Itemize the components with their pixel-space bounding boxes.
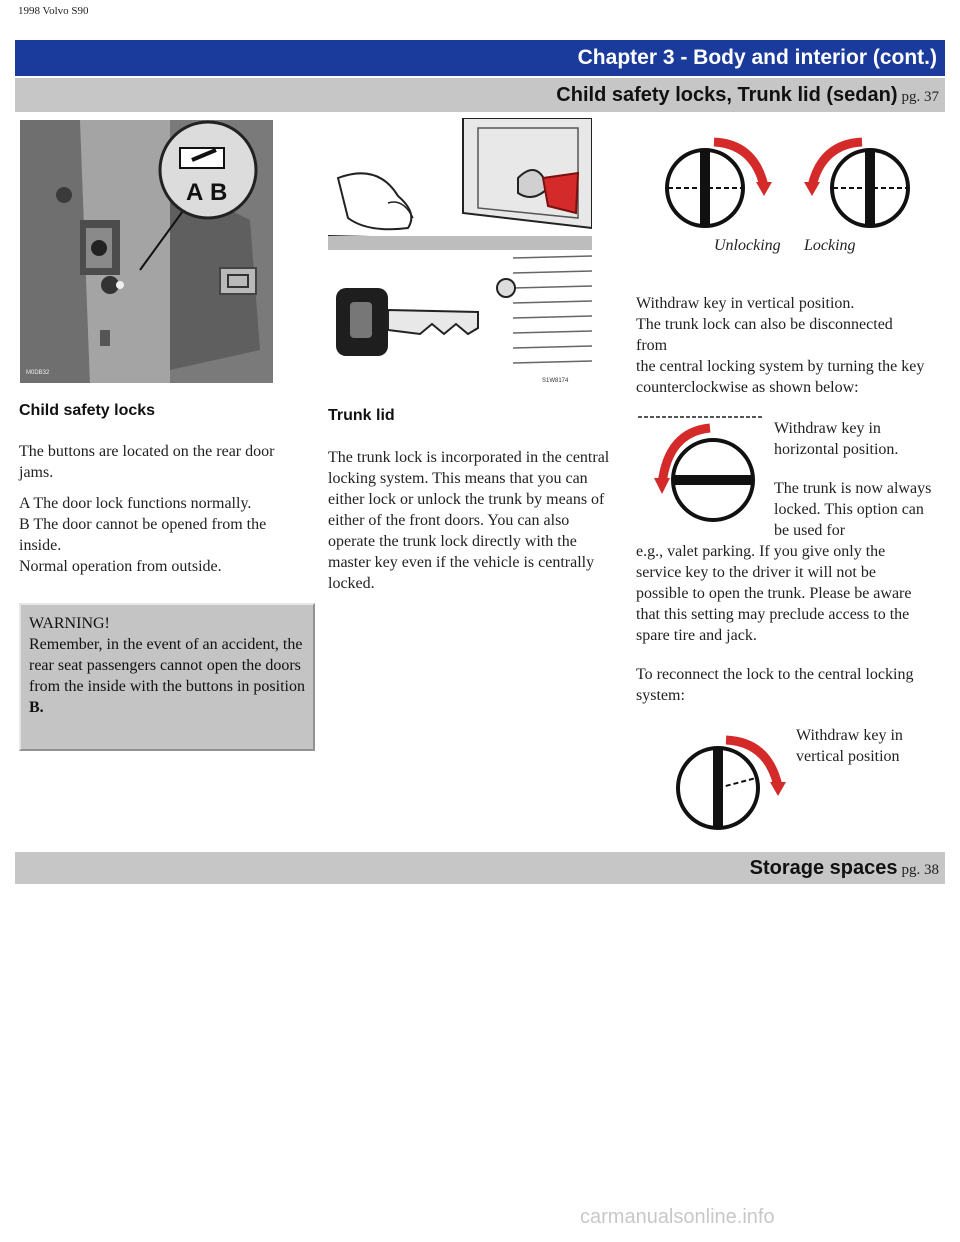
section-header[interactable]: [15, 78, 945, 112]
withdraw-instructions: [636, 293, 926, 398]
chapter-header: Chapter 3 - Body and interior (cont.): [15, 40, 945, 76]
pointer-arrow: [543, 173, 578, 213]
reconnect-text: To reconnect the lock to the central locking system:: [636, 666, 914, 704]
warning-box: [19, 603, 315, 751]
child-locks-p2c: Normal operation from outside.: [19, 558, 222, 575]
trunk-lid-illustration: [328, 118, 592, 388]
lock-unlock-diagram: [636, 124, 916, 232]
warning-title: WARNING!: [29, 615, 110, 632]
trunk-locked-text-a: The trunk is now always locked. This option can be used for: [774, 480, 932, 539]
label-b: B: [210, 179, 228, 206]
child-locks-text: [19, 441, 311, 577]
label-a: A: [186, 179, 204, 206]
disconnect-line: The trunk lock can also be disconnected: [636, 316, 893, 333]
warning-text: Remember, in the event of an accident, the rear seat passengers cannot open the doors from the inside with the buttons in position B.: [29, 636, 305, 716]
child-locks-p1: The buttons are located on the rear door jams.: [19, 443, 275, 481]
section-title: Child safety locks, Trunk lid (sedan): [556, 84, 898, 106]
trunk-figure-code: S1W8174: [542, 378, 569, 384]
next-section-title: Storage spaces: [749, 857, 898, 879]
next-section-link[interactable]: [15, 852, 945, 884]
vertical-key-diagram: [668, 724, 788, 832]
withdraw-vertical-line: Withdraw key in vertical position.: [636, 295, 855, 312]
trunk-locked-text-b: e.g., valet parking. If you give only the service key to the driver it will not be possible to open the trunk. Please be aware that this setting may preclude access to the spare tire and jack.: [636, 543, 912, 644]
figure-code: M0DB32: [26, 370, 50, 376]
caption-locking: Locking: [804, 237, 856, 254]
document-title: 1998 Volvo S90: [18, 5, 89, 17]
watermark[interactable]: carmanualsonline.info: [580, 1206, 775, 1228]
trunk-lid-text: The trunk lock is incorporated in the central locking system. This means that you can either lock or unlock the trunk by means of either of the front doors. You can also operate the trunk lock directly with the master key even if the vehicle is centrally locked.: [328, 449, 610, 592]
child-locks-heading: Child safety locks: [19, 402, 156, 419]
counterclockwise-line: the central locking system by turning the key counterclockwise as shown below:: [636, 358, 925, 396]
withdraw-horizontal-text: Withdraw key in horizontal position.: [774, 420, 899, 458]
horizontal-key-diagram: [638, 414, 768, 524]
from-line: from: [636, 337, 668, 354]
child-locks-p2b: B The door cannot be opened from the inside.: [19, 516, 267, 554]
withdraw-vertical-text: Withdraw key in vertical position: [796, 727, 903, 765]
section-page: pg. 37: [901, 89, 939, 105]
caption-unlocking: Unlocking: [714, 237, 781, 254]
trunk-lid-heading: Trunk lid: [328, 407, 395, 424]
child-locks-p2a: A The door lock functions normally.: [19, 495, 252, 512]
door-jamb-illustration: [20, 120, 273, 383]
next-section-page: pg. 38: [901, 862, 939, 878]
